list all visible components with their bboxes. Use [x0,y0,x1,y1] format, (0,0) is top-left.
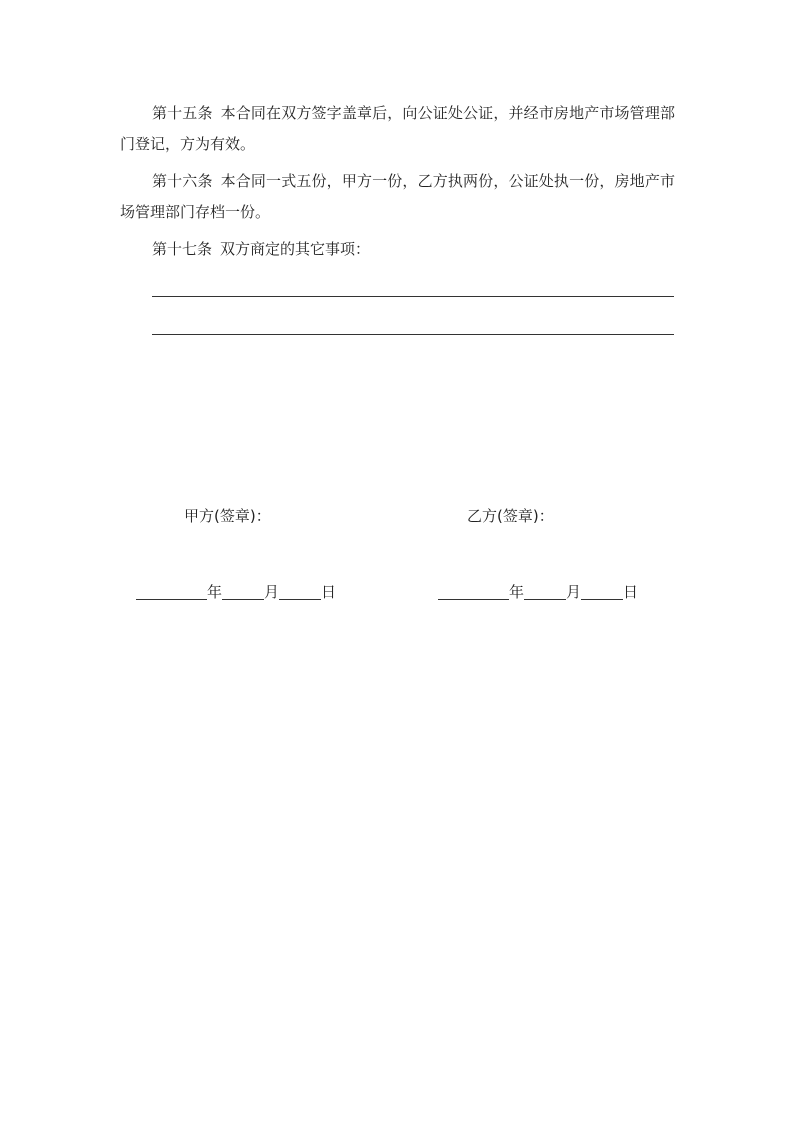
party-b-month-blank [524,583,566,600]
clause-15 [120,98,675,160]
party-a-day-label: 日 [321,583,337,601]
party-a-day-blank [279,583,321,600]
party-a-year-blank [136,583,207,600]
clause-15-text: 本合同在双方签字盖章后，向公证处公证，并经市房地产市场管理部门登记，方为有效。 [120,104,675,153]
party-a-signature-label: 甲方(签章)： [184,507,271,525]
clause-16 [120,166,675,228]
party-b-date [438,582,638,602]
party-a-date [136,582,336,602]
other-matters-blank-line-1 [152,296,674,297]
party-b-day-blank [581,583,623,600]
party-b-year-blank [438,583,509,600]
party-b-month-label: 月 [566,583,582,601]
party-a-year-label: 年 [207,583,223,601]
party-b-signature-label: 乙方(签章)： [467,507,554,525]
clause-17-number: 第十七条 [152,240,213,258]
party-b-day-label: 日 [623,583,639,601]
clause-17 [120,234,675,265]
clause-16-text: 本合同一式五份，甲方一份，乙方执两份，公证处执一份，房地产市场管理部门存档一份。 [120,172,675,221]
other-matters-blank-line-2 [152,334,674,335]
party-b-year-label: 年 [509,583,525,601]
party-a-month-label: 月 [264,583,280,601]
clause-15-number: 第十五条 [152,104,213,122]
clause-16-number: 第十六条 [152,172,213,190]
party-a-month-blank [222,583,264,600]
clause-17-text: 双方商定的其它事项： [220,240,371,258]
